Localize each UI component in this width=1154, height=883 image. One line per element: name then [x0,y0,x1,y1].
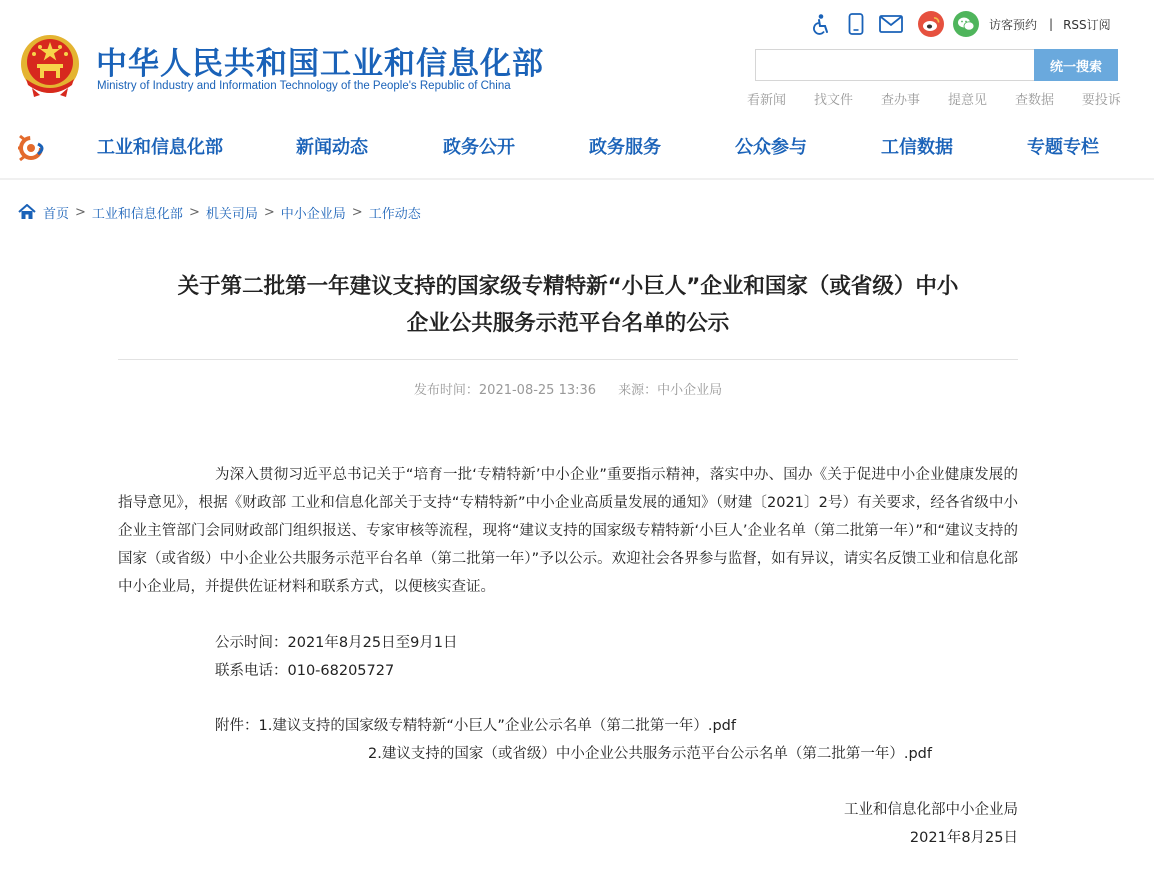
breadcrumb-work-news[interactable]: 工作动态 [368,206,421,222]
quick-link-services[interactable]: 查办事 [880,93,920,108]
nav-item-ministry[interactable]: 工业和信息化部 [97,137,223,158]
publish-time: 发布时间：2021-08-25 13:36 [413,383,597,398]
breadcrumb-separator: > [263,204,275,220]
article-paragraph [118,461,1018,601]
search-button[interactable]: 统一搜索 [1034,49,1118,81]
quick-link-data[interactable]: 查数据 [1014,93,1054,108]
nav-item-public-participation[interactable]: 公众参与 [735,137,807,158]
wechat-icon[interactable] [953,11,979,37]
site-title[interactable]: 中华人民共和国工业和信息化部 [96,46,544,82]
search-input[interactable] [755,49,1035,81]
article-title-line-1: 关于第二批第一年建议支持的国家级专精特新“小巨人”企业和国家（或省级）中小 [177,274,959,299]
quick-link-news[interactable]: 看新闻 [747,93,787,108]
rss-link[interactable]: RSS订阅 [1063,17,1111,32]
notice-period: 公示时间：2021年8月25日至9月1日 [215,635,458,651]
main-nav [0,120,1154,180]
attachment-label: 附件： [215,718,259,734]
title-divider [118,359,1018,360]
article-title-line-2: 企业公共服务示范平台名单的公示 [406,311,730,336]
nav-item-news[interactable]: 新闻动态 [296,137,368,158]
article-paragraph-text: 为深入贯彻习近平总书记关于“培育一批‘专精特新’中小企业”重要指示精神，落实中办、国办《关于促进中小企业健康发展的指导意见》，根据《财政部 工业和信息化部关于支持“专精特新”中小企业高质量发展的通知》（财建〔2021〕2号）有关要求，经各省级中小企业主管部门会同财政部门组织报送、专家审核等流程，现将“建议支持的国家级专精特新‘小巨人’企业名单（第二批第一年）”和“建议支持的国家（或省级）中小企业公共服务示范平台名单（第二批第一年）”予以公示。欢迎社会各界参与监督，如有异议，请实名反馈工业和信息化部中小企业局，并提供佐证材料和联系方式，以便核实查证。 [118,467,1018,595]
breadcrumb-separator: > [188,204,200,220]
attachment-line-1 [215,712,736,740]
mobile-icon[interactable] [843,11,869,37]
national-emblem-logo[interactable] [18,33,82,99]
mail-icon[interactable] [878,11,904,37]
visitor-appointment-link[interactable]: 访客预约 [989,17,1038,32]
utility-separator: | [1049,17,1054,31]
site-subtitle-english: Ministry of Industry and Information Technology of the People's Republic of China [97,80,511,92]
breadcrumb-ministry[interactable]: 工业和信息化部 [91,206,183,222]
site-header [0,0,1154,120]
breadcrumb-home[interactable]: 首页 [43,206,70,222]
attachment-link-2[interactable]: 2.建议支持的国家（或省级）中小企业公共服务示范平台公示名单（第二批第一年）.pdf [368,746,932,762]
nav-item-government-affairs[interactable]: 政务公开 [443,137,515,158]
quick-link-feedback[interactable]: 提意见 [947,93,987,108]
signature-organization: 工业和信息化部中小企业局 [844,802,1018,818]
nav-item-data[interactable]: 工信数据 [881,137,953,158]
weibo-icon[interactable] [918,11,944,37]
nav-item-services[interactable]: 政务服务 [589,137,661,158]
breadcrumb [18,203,421,221]
breadcrumb-sme-bureau[interactable]: 中小企业局 [280,206,346,222]
signature-date: 2021年8月25日 [909,830,1018,846]
ministry-logo-icon[interactable] [16,132,48,164]
attachment-link-1[interactable]: 1.建议支持的国家级专精特新“小巨人”企业公示名单（第二批第一年）.pdf [258,718,736,734]
quick-link-complaint[interactable]: 要投诉 [1081,93,1121,108]
breadcrumb-separator: > [75,204,86,220]
quick-link-documents[interactable]: 找文件 [813,93,853,108]
nav-item-topics[interactable]: 专题专栏 [1027,137,1099,158]
utility-bar [808,10,1111,38]
accessibility-icon[interactable] [808,11,834,37]
article-title [118,268,1018,342]
home-icon[interactable] [18,204,36,220]
article-meta [118,379,1018,398]
contact-phone: 联系电话：010-68205727 [215,663,395,679]
breadcrumb-separator: > [351,204,363,220]
article-source: 来源：中小企业局 [618,383,723,398]
attachment-line-2 [368,740,932,768]
quick-links [747,89,1121,108]
breadcrumb-departments[interactable]: 机关司局 [205,206,258,222]
